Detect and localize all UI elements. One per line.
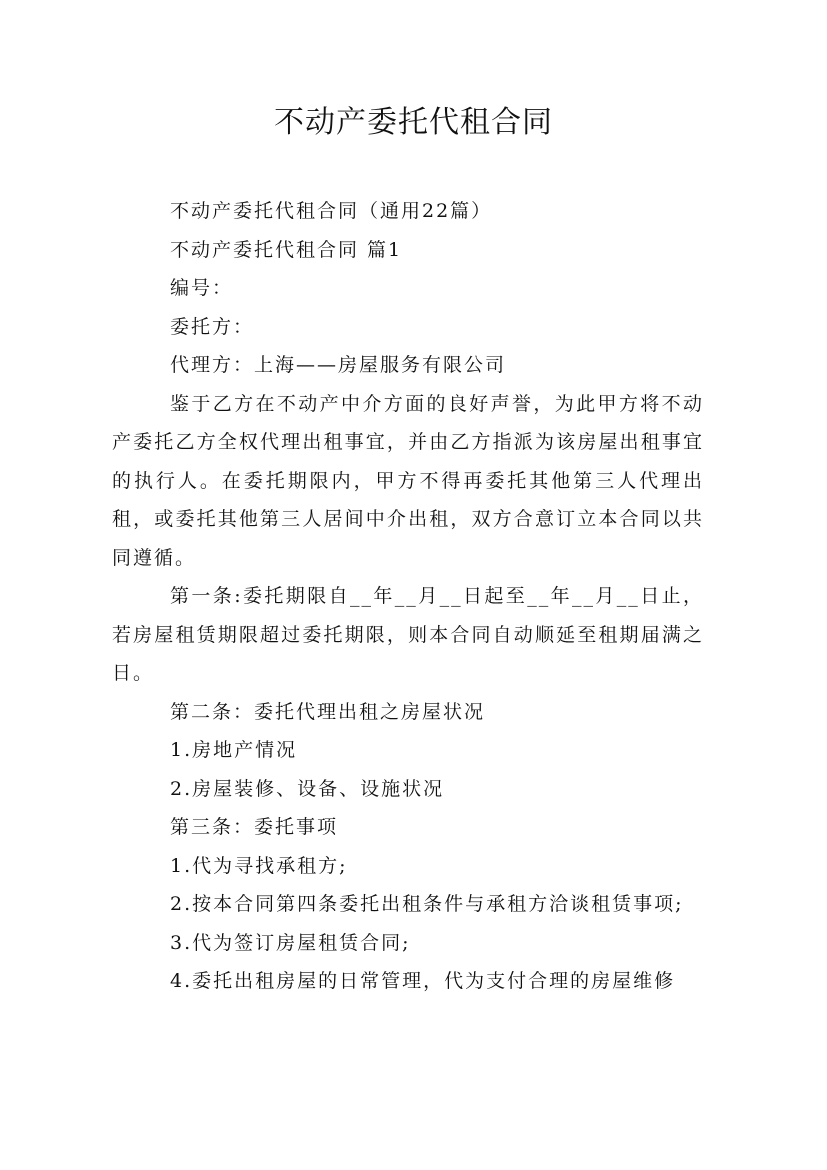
- paragraph-subtitle: 不动产委托代租合同（通用22篇）: [170, 200, 493, 222]
- paragraph-article-2-item-2: 2.房屋装修、设备、设施状况: [170, 777, 445, 800]
- paragraph-article-3-heading: 第三条：委托事项: [170, 816, 339, 838]
- paragraph-article-1: 第一条:委托期限自__年__月__日起至__年__月__日止，若房屋租赁期限超过委托期限，则本合同自动顺延至租期届满之日。: [112, 585, 704, 684]
- paragraph-number-field: 编号：: [170, 277, 234, 299]
- paragraph-preamble: 鉴于乙方在不动产中介方面的良好声誉，为此甲方将不动产委托乙方全权代理出租事宜，并由乙方指派为该房屋出租事宜的执行人。在委托期限内，甲方不得再委托其他第三人代理出租，或委托其他第三人居间中介出租，双方合意订立本合同以共同遵循。: [112, 392, 704, 569]
- paragraph-section-heading: 不动产委托代租合同 篇1: [170, 238, 403, 261]
- paragraph-agent-field: 代理方：上海——房屋服务有限公司: [170, 354, 507, 376]
- paragraph-principal-field: 委托方：: [170, 315, 255, 338]
- paragraph-article-2-heading: 第二条：委托代理出租之房屋状况: [170, 700, 486, 723]
- paragraph-article-3-item-1: 1.代为寻找承租方;: [170, 854, 348, 877]
- paragraph-article-3-item-2: 2.按本合同第四条委托出租条件与承租方洽谈租赁事项;: [170, 893, 684, 915]
- paragraph-article-3-item-3: 3.代为签订房屋租赁合同;: [170, 931, 411, 954]
- document-body: [112, 192, 704, 1001]
- paragraph-article-2-item-1: 1.房地产情况: [170, 739, 298, 761]
- document-title: 不动产委托代租合同: [274, 105, 553, 140]
- paragraph-article-3-item-4: 4.委托出租房屋的日常管理，代为支付合理的房屋维修: [170, 970, 676, 992]
